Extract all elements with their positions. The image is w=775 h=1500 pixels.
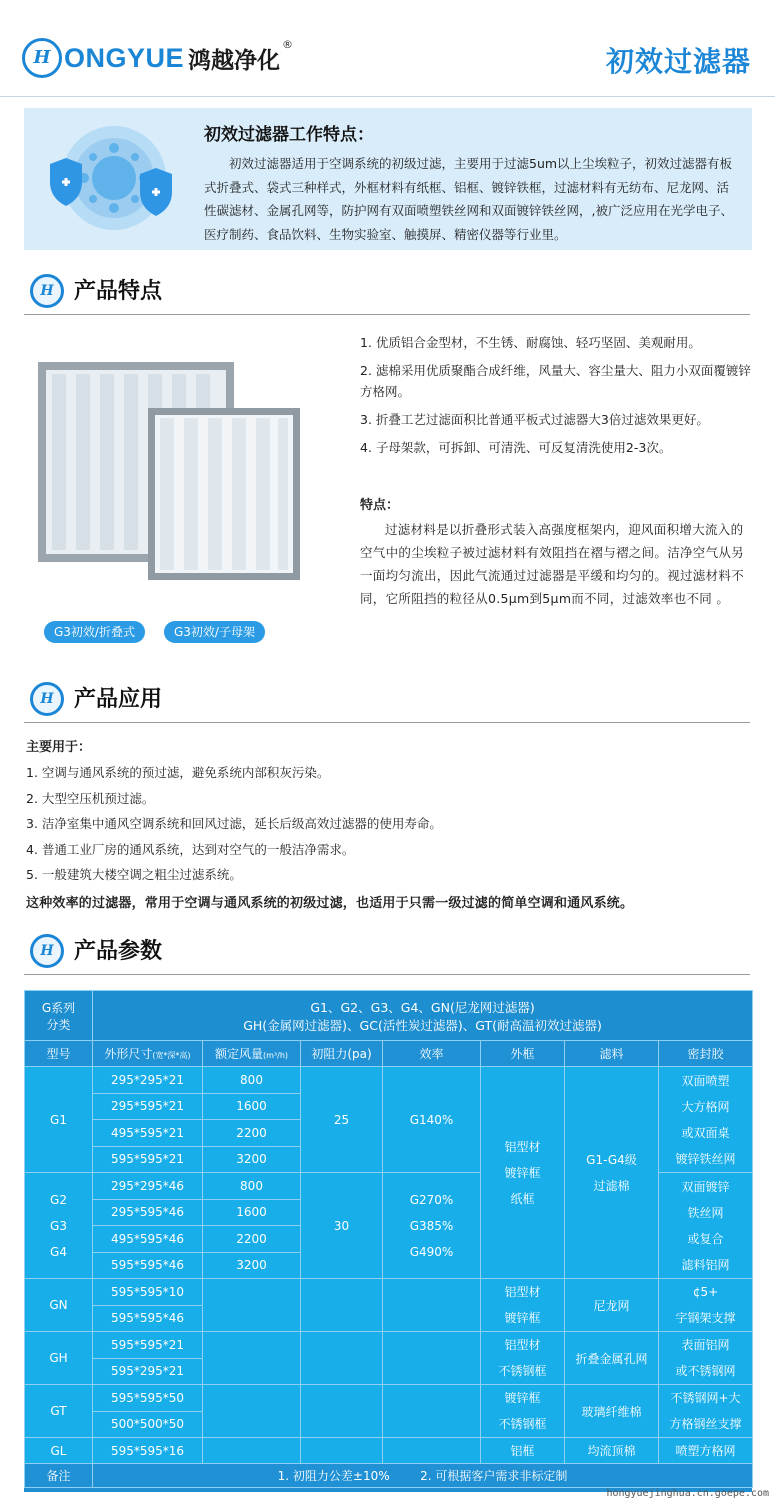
resistance-cell: 25 [301,1067,383,1173]
table-header-row [25,1041,753,1067]
header-divider [0,96,775,97]
params-table [24,990,753,1488]
model-cell: G2 G3 G4 [25,1173,93,1279]
application-summary: 这种效率的过滤器，常用于空调与通风系统的初级过滤，也适用于只需一级过滤的简单空调和通风系统。 [26,895,634,911]
efficiency-cell [383,1332,481,1385]
media-cell: 玻璃纤维棉 [565,1385,659,1438]
table-row [25,1438,753,1464]
model-cell: G1 [25,1067,93,1173]
logo-brand-cn: 鸿越净化 [188,47,281,74]
efficiency-cell [383,1385,481,1438]
header-size: 外形尺寸(宽*深*高) [93,1041,203,1067]
remark-label-cell: 备注 [25,1464,93,1488]
badge-folded: G3初效/折叠式 [44,621,145,643]
seal-cell: 双面镀锌 铁丝网 或复合 滤料铝网 [659,1173,753,1279]
list-item: 1. 空调与通风系统的预过滤，避免系统内部积灰污染。 [26,765,330,780]
efficiency-cell [383,1279,481,1332]
size-cell: 595*595*50 [93,1385,203,1412]
list-item: 4. 子母架款，可拆卸、可清洗、可反复清洗使用2-3次。 [360,440,672,455]
spec-text: 过滤材料是以折叠形式装入高强度框架内，迎风面积增大流入的空气中的尘埃粒子被过滤材料有效阻挡在褶与褶之间。洁净空气从另一面均匀流出，因此气流通过过滤器是平缓和均匀的。视过滤材料不同，它所阻挡的粒径从0.5μm到5μm而不同，过滤效率也不同 。 [360,522,745,606]
media-cell: 均流顶棉 [565,1438,659,1464]
frame-cell: 铝型材 镀锌框 [481,1279,565,1332]
model-cell: GL [25,1438,93,1464]
page-title: 初效过滤器 [605,45,751,78]
size-cell: 295*595*46 [93,1199,203,1226]
virus-shield-illustration-icon [34,120,184,238]
flow-cell [203,1438,301,1464]
frame-cell: 铝框 [481,1438,565,1464]
flow-cell [203,1332,301,1385]
header-frame: 外框 [481,1041,565,1067]
table-row [25,991,753,1041]
section-features [30,272,750,312]
site-watermark: hongyuejinghua.cn.goepe.com [606,1488,769,1499]
resistance-cell [301,1279,383,1332]
section-divider [24,314,750,315]
section-logo-icon: H [30,934,64,968]
flow-cell: 2200 [203,1226,301,1253]
resistance-cell [301,1385,383,1438]
size-cell: 595*595*16 [93,1438,203,1464]
intro-box [24,108,752,250]
header-efficiency: 效率 [383,1041,481,1067]
header-model: 型号 [25,1041,93,1067]
list-item: 5. 一般建筑大楼空调之粗尘过滤系统。 [26,867,242,882]
registered-mark: ® [282,37,294,51]
frame-cell: 镀锌框 不锈钢框 [481,1385,565,1438]
remark-cell: 1. 初阻力公差±10% 2. 可根据客户需求非标定制 [93,1464,753,1488]
list-item: 2. 滤棉采用优质聚酯合成纤维，风量大、容尘量大、阻力小双面覆镀锌方格网。 [360,363,751,399]
section-divider [24,974,750,975]
series-label-cell: G系列 分类 [25,991,93,1041]
header-media: 滤料 [565,1041,659,1067]
flow-cell [203,1279,301,1332]
media-cell: 尼龙网 [565,1279,659,1332]
spec-title: 特点： [360,498,400,513]
efficiency-cell: G270% G385% G490% [383,1173,481,1279]
section-title: 产品特点 [74,279,163,304]
flow-cell [203,1385,301,1438]
seal-cell: 表面铝网 或不锈钢网 [659,1332,753,1385]
logo-mark-icon: H [22,38,62,78]
flow-cell: 800 [203,1067,301,1094]
size-cell: 500*500*50 [93,1411,203,1438]
table-row [25,1332,753,1359]
flow-cell: 1600 [203,1199,301,1226]
list-item: 3. 折叠工艺过滤面积比普通平板式过滤器大3倍过滤效果更好。 [360,412,709,427]
section-application [30,680,750,720]
series-value-cell: G1、G2、G3、G4、GN(尼龙网过滤器) GH(金属网过滤器)、GC(活性炭过滤器)、GT(耐高温初效过滤器) [93,991,753,1041]
size-cell: 595*295*21 [93,1358,203,1385]
flow-cell: 800 [203,1173,301,1200]
list-item: 2. 大型空压机预过滤。 [26,790,155,806]
section-divider [24,722,750,723]
section-logo-icon: H [30,682,64,716]
size-cell: 595*595*46 [93,1305,203,1332]
table-row [25,1385,753,1412]
filter-product-photo [38,362,303,584]
size-cell: 295*295*21 [93,1067,203,1094]
frame-cell: 铝型材 镀锌框 纸框 [481,1067,565,1279]
feature-list [360,332,755,465]
model-cell: GT [25,1385,93,1438]
header-flow: 额定风量(m³/h) [203,1041,301,1067]
list-item: 1. 优质铝合金型材，不生锈、耐腐蚀、轻巧坚固、美观耐用。 [360,335,701,350]
flow-cell: 3200 [203,1252,301,1279]
badge-frame: G3初效/子母架 [164,621,265,643]
application-intro: 主要用于： [26,740,92,755]
model-cell: GH [25,1332,93,1385]
resistance-cell: 30 [301,1173,383,1279]
efficiency-cell: G140% [383,1067,481,1173]
resistance-cell [301,1332,383,1385]
seal-cell: ¢5+ 字钢架支撑 [659,1279,753,1332]
flow-cell: 1600 [203,1093,301,1120]
size-cell: 595*595*21 [93,1146,203,1173]
section-title: 产品应用 [74,687,163,712]
intro-text: 初效过滤器适用于空调系统的初级过滤，主要用于过滤5um以上尘埃粒子，初效过滤器有板式折叠式、袋式三种样式，外框材料有纸框、铝框、镀锌铁框，过滤材料有无纺布、尼龙网、活性碳滤材、金属孔网等，防护网有双面喷塑铁丝网和双面镀锌铁丝网，,被广泛应用在光学电子、医疗制药、食品饮料、生物实验室、触摸屏、精密仪器等行业里。 [204,156,733,242]
size-cell: 595*595*21 [93,1332,203,1359]
header-seal: 密封胶 [659,1041,753,1067]
logo-brand-text: ONGYUE [64,42,185,73]
seal-cell: 双面喷塑 大方格网 或双面桌 镀锌铁丝网 [659,1067,753,1173]
section-title: 产品参数 [74,939,163,964]
application-list [26,736,756,911]
resistance-cell [301,1438,383,1464]
intro-title: 初效过滤器工作特点： [204,125,374,145]
size-cell: 295*595*21 [93,1093,203,1120]
media-cell: G1-G4级 过滤棉 [565,1067,659,1279]
frame-cell: 铝型材 不锈钢框 [481,1332,565,1385]
media-cell: 折叠金属孔网 [565,1332,659,1385]
brand-logo[interactable] [22,38,293,78]
table-row [25,1279,753,1306]
header-resistance: 初阻力(pa) [301,1041,383,1067]
model-cell: GN [25,1279,93,1332]
table-row [25,1464,753,1488]
seal-cell: 喷塑方格网 [659,1438,753,1464]
size-cell: 495*595*21 [93,1120,203,1147]
flow-cell: 3200 [203,1146,301,1173]
params-table-wrapper [24,990,752,1492]
table-row [25,1067,753,1094]
flow-cell: 2200 [203,1120,301,1147]
section-logo-icon: H [30,274,64,308]
size-cell: 595*595*46 [93,1252,203,1279]
section-params [30,932,750,972]
efficiency-cell [383,1438,481,1464]
seal-cell: 不锈钢网+大 方格钢丝支撑 [659,1385,753,1438]
size-cell: 595*595*10 [93,1279,203,1306]
size-cell: 295*295*46 [93,1173,203,1200]
list-item: 4. 普通工业厂房的通风系统，达到对空气的一般洁净需求。 [26,841,355,857]
list-item: 3. 洁净室集中通风空调系统和回风过滤，延长后级高效过滤器的使用寿命。 [26,816,442,831]
page-header [0,0,775,100]
size-cell: 495*595*46 [93,1226,203,1253]
